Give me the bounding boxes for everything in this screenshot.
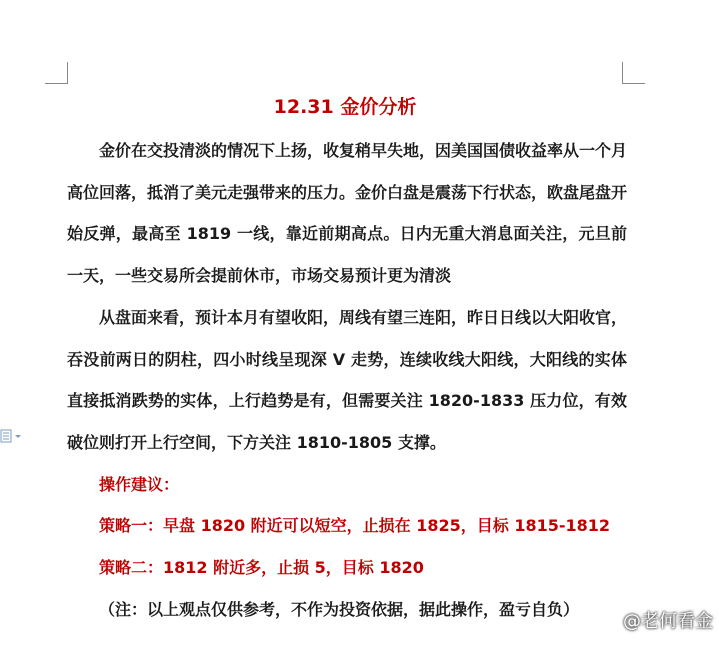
paragraph-layout-icon[interactable] xyxy=(0,428,24,442)
advice-heading: 操作建议： xyxy=(99,474,180,494)
watermark-text: @老何看金 xyxy=(623,611,713,632)
author-watermark xyxy=(601,607,713,633)
document-body xyxy=(67,130,627,630)
paragraph-market-summary: 金价在交投清淡的情况下上扬，收复稍早失地，因美国国债收益率从一个月高位回落，抵消了美元走强带来的压力。金价白盘是震荡下行状态，欧盘尾盘开始反弹，最高至 1819 一线，靠近前期高点。日内无重大消息面关注，元旦前一天，一些交易所会提前休市，市场交易预计更为清淡 xyxy=(67,141,628,286)
strategy-two: 策略二：1812 附近多，止损 5，目标 1820 xyxy=(99,558,424,578)
disclaimer-note: （注：以上观点仅供参考，不作为投资依据，据此操作，盈亏自负） xyxy=(99,599,580,619)
strategy-one: 策略一：早盘 1820 附近可以短空，止损在 1825，目标 1815-1812 xyxy=(99,516,611,536)
zhihu-logo-icon xyxy=(601,611,619,629)
page-corner-mark-right xyxy=(622,62,645,84)
page-corner-mark-left xyxy=(45,62,68,84)
document-title: 12.31 金价分析 xyxy=(273,96,417,118)
paragraph-technical-analysis: 从盘面来看，预计本月有望收阳，周线有望三连阳，昨日日线以大阳收官，吞没前两日的阴柱，四小时线呈现深 V 走势，连续收线大阳线，大阳线的实体直接抵消跌势的实体，上行趋势是有，但需要关注 1820-1833 压力位，有效破位则打开上行空间，下方关注 1810-1805 支撑。 xyxy=(67,307,628,452)
